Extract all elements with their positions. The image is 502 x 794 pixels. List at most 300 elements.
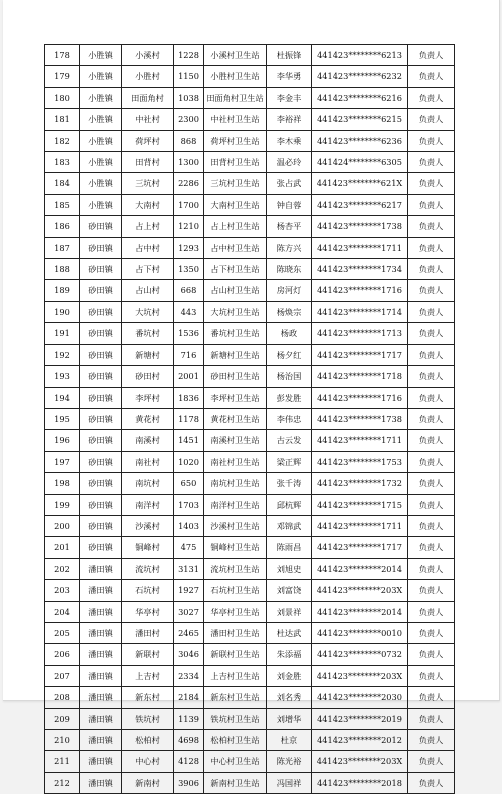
id-number-cell: 441423********1717 (312, 344, 408, 365)
village-cell: 小溪村 (122, 45, 174, 66)
id-number-cell: 441423********6216 (312, 87, 408, 108)
person-name-cell: 刘富饶 (267, 580, 312, 601)
town-cell: 潘田镇 (80, 687, 122, 708)
person-name-cell: 钟自蓉 (267, 194, 312, 215)
row-number-cell: 212 (45, 772, 80, 793)
health-station-cell: 南洋村卫生站 (204, 494, 267, 515)
population-cell: 650 (174, 473, 204, 494)
table-row (45, 387, 455, 408)
town-cell: 潘田镇 (80, 751, 122, 772)
table-row (45, 344, 455, 365)
village-cell: 李坪村 (122, 387, 174, 408)
row-number-cell: 211 (45, 751, 80, 772)
role-cell: 负责人 (408, 451, 455, 472)
person-name-cell: 张占武 (267, 173, 312, 194)
row-number-cell: 207 (45, 665, 80, 686)
table-row (45, 408, 455, 429)
village-cell: 南溪村 (122, 430, 174, 451)
role-cell: 负责人 (408, 558, 455, 579)
health-station-cell: 大坑村卫生站 (204, 301, 267, 322)
role-cell: 负责人 (408, 173, 455, 194)
table-row (45, 473, 455, 494)
row-number-cell: 179 (45, 66, 80, 87)
table-row (45, 173, 455, 194)
row-number-cell: 184 (45, 173, 80, 194)
population-cell: 1536 (174, 323, 204, 344)
row-number-cell: 210 (45, 730, 80, 751)
town-cell: 潘田镇 (80, 601, 122, 622)
table-row (45, 494, 455, 515)
role-cell: 负责人 (408, 387, 455, 408)
table-row (45, 580, 455, 601)
person-name-cell: 梁正辉 (267, 451, 312, 472)
row-number-cell: 182 (45, 130, 80, 151)
role-cell: 负责人 (408, 259, 455, 280)
id-number-cell: 441424********6305 (312, 152, 408, 173)
person-name-cell: 李裕祥 (267, 109, 312, 130)
population-cell: 1139 (174, 708, 204, 729)
population-cell: 2184 (174, 687, 204, 708)
town-cell: 砂田镇 (80, 259, 122, 280)
table-row (45, 109, 455, 130)
row-number-cell: 209 (45, 708, 80, 729)
person-name-cell: 冯国祥 (267, 772, 312, 793)
id-number-cell: 441423********1713 (312, 323, 408, 344)
role-cell: 负责人 (408, 644, 455, 665)
role-cell: 负责人 (408, 430, 455, 451)
table-row (45, 194, 455, 215)
table-row (45, 87, 455, 108)
health-station-cell: 新塘村卫生站 (204, 344, 267, 365)
role-cell: 负责人 (408, 408, 455, 429)
village-cell: 荷坪村 (122, 130, 174, 151)
town-cell: 潘田镇 (80, 558, 122, 579)
health-station-cell: 小胜村卫生站 (204, 66, 267, 87)
population-cell: 3906 (174, 772, 204, 793)
table-row (45, 451, 455, 472)
role-cell: 负责人 (408, 87, 455, 108)
health-station-cell: 李坪村卫生站 (204, 387, 267, 408)
population-cell: 4128 (174, 751, 204, 772)
town-cell: 砂田镇 (80, 494, 122, 515)
role-cell: 负责人 (408, 665, 455, 686)
row-number-cell: 200 (45, 515, 80, 536)
health-station-cell: 铜峰村卫生站 (204, 537, 267, 558)
table-row (45, 323, 455, 344)
table-row (45, 280, 455, 301)
health-station-cell: 南溪村卫生站 (204, 430, 267, 451)
health-station-cell: 石坑村卫生站 (204, 580, 267, 601)
health-station-cell: 流坑村卫生站 (204, 558, 267, 579)
health-station-cell: 田面角村卫生站 (204, 87, 267, 108)
town-cell: 潘田镇 (80, 708, 122, 729)
person-name-cell: 彭发胜 (267, 387, 312, 408)
row-number-cell: 205 (45, 622, 80, 643)
id-number-cell: 441423********1718 (312, 366, 408, 387)
id-number-cell: 441423********2014 (312, 558, 408, 579)
town-cell: 小胜镇 (80, 173, 122, 194)
row-number-cell: 197 (45, 451, 80, 472)
village-cell: 占中村 (122, 237, 174, 258)
row-number-cell: 203 (45, 580, 80, 601)
id-number-cell: 441423********1714 (312, 301, 408, 322)
village-cell: 铜峰村 (122, 537, 174, 558)
id-number-cell: 441423********1738 (312, 408, 408, 429)
table-row (45, 45, 455, 66)
village-cell: 新南村 (122, 772, 174, 793)
id-number-cell: 441423********0010 (312, 622, 408, 643)
health-station-cell: 番坑村卫生站 (204, 323, 267, 344)
table-row (45, 601, 455, 622)
person-name-cell: 刘名秀 (267, 687, 312, 708)
population-cell: 1927 (174, 580, 204, 601)
health-station-cell: 黄花村卫生站 (204, 408, 267, 429)
table-row (45, 772, 455, 793)
town-cell: 砂田镇 (80, 301, 122, 322)
village-cell: 南社村 (122, 451, 174, 472)
person-name-cell: 杨治国 (267, 366, 312, 387)
role-cell: 负责人 (408, 473, 455, 494)
role-cell: 负责人 (408, 323, 455, 344)
row-number-cell: 201 (45, 537, 80, 558)
row-number-cell: 186 (45, 216, 80, 237)
person-name-cell: 张千涛 (267, 473, 312, 494)
table-row (45, 665, 455, 686)
population-cell: 1178 (174, 408, 204, 429)
population-cell: 1300 (174, 152, 204, 173)
id-number-cell: 441423********621X (312, 173, 408, 194)
village-cell: 沙溪村 (122, 515, 174, 536)
row-number-cell: 204 (45, 601, 80, 622)
population-cell: 1150 (174, 66, 204, 87)
health-station-cell: 大南村卫生站 (204, 194, 267, 215)
id-number-cell: 441423********0732 (312, 644, 408, 665)
role-cell: 负责人 (408, 622, 455, 643)
person-name-cell: 刘金胜 (267, 665, 312, 686)
health-station-cell: 南社村卫生站 (204, 451, 267, 472)
village-cell: 流坑村 (122, 558, 174, 579)
person-name-cell: 朱添福 (267, 644, 312, 665)
row-number-cell: 208 (45, 687, 80, 708)
table-row (45, 515, 455, 536)
role-cell: 负责人 (408, 237, 455, 258)
table-row (45, 237, 455, 258)
town-cell: 砂田镇 (80, 430, 122, 451)
population-cell: 3046 (174, 644, 204, 665)
population-cell: 3131 (174, 558, 204, 579)
population-cell: 2286 (174, 173, 204, 194)
population-cell: 1020 (174, 451, 204, 472)
health-station-cell: 砂田村卫生站 (204, 366, 267, 387)
id-number-cell: 441423********1715 (312, 494, 408, 515)
table-row (45, 259, 455, 280)
role-cell: 负责人 (408, 494, 455, 515)
person-name-cell: 陈方兴 (267, 237, 312, 258)
person-name-cell: 杜振锋 (267, 45, 312, 66)
role-cell: 负责人 (408, 344, 455, 365)
town-cell: 潘田镇 (80, 580, 122, 601)
id-number-cell: 441423********6213 (312, 45, 408, 66)
role-cell: 负责人 (408, 537, 455, 558)
health-station-cell: 上吉村卫生站 (204, 665, 267, 686)
health-station-cell: 新东村卫生站 (204, 687, 267, 708)
town-cell: 潘田镇 (80, 622, 122, 643)
health-station-cell: 中社村卫生站 (204, 109, 267, 130)
id-number-cell: 441423********2014 (312, 601, 408, 622)
id-number-cell: 441423********6215 (312, 109, 408, 130)
id-number-cell: 441423********2019 (312, 708, 408, 729)
health-station-cell: 新南村卫生站 (204, 772, 267, 793)
village-cell: 潘田村 (122, 622, 174, 643)
role-cell: 负责人 (408, 708, 455, 729)
town-cell: 砂田镇 (80, 515, 122, 536)
clinic-staff-table (44, 44, 455, 794)
row-number-cell: 178 (45, 45, 80, 66)
health-station-cell: 小溪村卫生站 (204, 45, 267, 66)
table-row (45, 152, 455, 173)
row-number-cell: 187 (45, 237, 80, 258)
table-row (45, 537, 455, 558)
town-cell: 小胜镇 (80, 87, 122, 108)
health-station-cell: 占下村卫生站 (204, 259, 267, 280)
town-cell: 小胜镇 (80, 152, 122, 173)
population-cell: 1836 (174, 387, 204, 408)
village-cell: 新联村 (122, 644, 174, 665)
person-name-cell: 刘旭史 (267, 558, 312, 579)
town-cell: 砂田镇 (80, 366, 122, 387)
role-cell: 负责人 (408, 152, 455, 173)
role-cell: 负责人 (408, 216, 455, 237)
village-cell: 小胜村 (122, 66, 174, 87)
health-station-cell: 华亭村卫生站 (204, 601, 267, 622)
role-cell: 负责人 (408, 751, 455, 772)
person-name-cell: 温必玲 (267, 152, 312, 173)
row-number-cell: 194 (45, 387, 80, 408)
id-number-cell: 441423********1738 (312, 216, 408, 237)
id-number-cell: 441423********1716 (312, 387, 408, 408)
table-body (45, 45, 455, 794)
village-cell: 砂田村 (122, 366, 174, 387)
population-cell: 443 (174, 301, 204, 322)
village-cell: 新东村 (122, 687, 174, 708)
id-number-cell: 441423********2012 (312, 730, 408, 751)
row-number-cell: 180 (45, 87, 80, 108)
health-station-cell: 南坑村卫生站 (204, 473, 267, 494)
table-row (45, 66, 455, 87)
id-number-cell: 441423********1734 (312, 259, 408, 280)
role-cell: 负责人 (408, 580, 455, 601)
health-station-cell: 沙溪村卫生站 (204, 515, 267, 536)
town-cell: 砂田镇 (80, 537, 122, 558)
population-cell: 1228 (174, 45, 204, 66)
person-name-cell: 刘增华 (267, 708, 312, 729)
row-number-cell: 185 (45, 194, 80, 215)
village-cell: 大坑村 (122, 301, 174, 322)
document-page (3, 0, 500, 788)
village-cell: 上吉村 (122, 665, 174, 686)
town-cell: 砂田镇 (80, 344, 122, 365)
town-cell: 小胜镇 (80, 66, 122, 87)
row-number-cell: 192 (45, 344, 80, 365)
health-station-cell: 新联村卫生站 (204, 644, 267, 665)
role-cell: 负责人 (408, 687, 455, 708)
row-number-cell: 195 (45, 408, 80, 429)
row-number-cell: 189 (45, 280, 80, 301)
village-cell: 中社村 (122, 109, 174, 130)
population-cell: 2300 (174, 109, 204, 130)
person-name-cell: 邱杭辉 (267, 494, 312, 515)
row-number-cell: 206 (45, 644, 80, 665)
table-row (45, 730, 455, 751)
person-name-cell: 杨焕宗 (267, 301, 312, 322)
population-cell: 1403 (174, 515, 204, 536)
role-cell: 负责人 (408, 194, 455, 215)
person-name-cell: 刘景祥 (267, 601, 312, 622)
village-cell: 占山村 (122, 280, 174, 301)
village-cell: 番坑村 (122, 323, 174, 344)
table-row (45, 558, 455, 579)
table-row (45, 301, 455, 322)
id-number-cell: 441423********1717 (312, 537, 408, 558)
role-cell: 负责人 (408, 515, 455, 536)
table-row (45, 130, 455, 151)
row-number-cell: 188 (45, 259, 80, 280)
town-cell: 砂田镇 (80, 280, 122, 301)
health-station-cell: 田背村卫生站 (204, 152, 267, 173)
village-cell: 三坑村 (122, 173, 174, 194)
row-number-cell: 190 (45, 301, 80, 322)
town-cell: 砂田镇 (80, 237, 122, 258)
table-row (45, 430, 455, 451)
population-cell: 3027 (174, 601, 204, 622)
id-number-cell: 441423********1711 (312, 430, 408, 451)
person-name-cell: 杜达武 (267, 622, 312, 643)
id-number-cell: 441423********1711 (312, 237, 408, 258)
health-station-cell: 三坑村卫生站 (204, 173, 267, 194)
role-cell: 负责人 (408, 366, 455, 387)
row-number-cell: 198 (45, 473, 80, 494)
village-cell: 黄花村 (122, 408, 174, 429)
id-number-cell: 441423********1711 (312, 515, 408, 536)
id-number-cell: 441423********2018 (312, 772, 408, 793)
person-name-cell: 古云发 (267, 430, 312, 451)
id-number-cell: 441423********6236 (312, 130, 408, 151)
health-station-cell: 铁坑村卫生站 (204, 708, 267, 729)
role-cell: 负责人 (408, 45, 455, 66)
row-number-cell: 193 (45, 366, 80, 387)
population-cell: 716 (174, 344, 204, 365)
table-row (45, 622, 455, 643)
population-cell: 2001 (174, 366, 204, 387)
table-row (45, 644, 455, 665)
health-station-cell: 潘田村卫生站 (204, 622, 267, 643)
village-cell: 南坑村 (122, 473, 174, 494)
town-cell: 小胜镇 (80, 194, 122, 215)
row-number-cell: 181 (45, 109, 80, 130)
role-cell: 负责人 (408, 109, 455, 130)
person-name-cell: 李伟忠 (267, 408, 312, 429)
id-number-cell: 441423********203X (312, 751, 408, 772)
health-station-cell: 松柏村卫生站 (204, 730, 267, 751)
row-number-cell: 202 (45, 558, 80, 579)
village-cell: 田背村 (122, 152, 174, 173)
village-cell: 大南村 (122, 194, 174, 215)
person-name-cell: 杜京 (267, 730, 312, 751)
population-cell: 1700 (174, 194, 204, 215)
village-cell: 松柏村 (122, 730, 174, 751)
row-number-cell: 199 (45, 494, 80, 515)
person-name-cell: 李木乘 (267, 130, 312, 151)
person-name-cell: 陈晓东 (267, 259, 312, 280)
person-name-cell: 房河灯 (267, 280, 312, 301)
table-row (45, 751, 455, 772)
id-number-cell: 441423********6232 (312, 66, 408, 87)
population-cell: 2334 (174, 665, 204, 686)
village-cell: 新塘村 (122, 344, 174, 365)
town-cell: 小胜镇 (80, 130, 122, 151)
health-station-cell: 占上村卫生站 (204, 216, 267, 237)
table-row (45, 708, 455, 729)
population-cell: 1210 (174, 216, 204, 237)
town-cell: 小胜镇 (80, 109, 122, 130)
person-name-cell: 李华勇 (267, 66, 312, 87)
row-number-cell: 196 (45, 430, 80, 451)
role-cell: 负责人 (408, 601, 455, 622)
town-cell: 砂田镇 (80, 323, 122, 344)
town-cell: 砂田镇 (80, 451, 122, 472)
role-cell: 负责人 (408, 301, 455, 322)
id-number-cell: 441423********2030 (312, 687, 408, 708)
town-cell: 潘田镇 (80, 730, 122, 751)
role-cell: 负责人 (408, 280, 455, 301)
town-cell: 砂田镇 (80, 387, 122, 408)
id-number-cell: 441423********1732 (312, 473, 408, 494)
person-name-cell: 李金丰 (267, 87, 312, 108)
town-cell: 小胜镇 (80, 45, 122, 66)
village-cell: 石坑村 (122, 580, 174, 601)
village-cell: 华亭村 (122, 601, 174, 622)
id-number-cell: 441423********203X (312, 665, 408, 686)
row-number-cell: 191 (45, 323, 80, 344)
person-name-cell: 陈雨昌 (267, 537, 312, 558)
person-name-cell: 杨政 (267, 323, 312, 344)
population-cell: 868 (174, 130, 204, 151)
health-station-cell: 中心村卫生站 (204, 751, 267, 772)
table-row (45, 366, 455, 387)
village-cell: 占上村 (122, 216, 174, 237)
town-cell: 砂田镇 (80, 216, 122, 237)
id-number-cell: 441423********6217 (312, 194, 408, 215)
person-name-cell: 邓锦武 (267, 515, 312, 536)
town-cell: 砂田镇 (80, 408, 122, 429)
population-cell: 475 (174, 537, 204, 558)
population-cell: 1350 (174, 259, 204, 280)
village-cell: 南洋村 (122, 494, 174, 515)
population-cell: 4698 (174, 730, 204, 751)
population-cell: 1703 (174, 494, 204, 515)
town-cell: 潘田镇 (80, 644, 122, 665)
population-cell: 2465 (174, 622, 204, 643)
population-cell: 1293 (174, 237, 204, 258)
village-cell: 铁坑村 (122, 708, 174, 729)
id-number-cell: 441423********203X (312, 580, 408, 601)
health-station-cell: 荷坪村卫生站 (204, 130, 267, 151)
person-name-cell: 杨夕红 (267, 344, 312, 365)
person-name-cell: 陈光裕 (267, 751, 312, 772)
health-station-cell: 占中村卫生站 (204, 237, 267, 258)
population-cell: 1038 (174, 87, 204, 108)
role-cell: 负责人 (408, 130, 455, 151)
